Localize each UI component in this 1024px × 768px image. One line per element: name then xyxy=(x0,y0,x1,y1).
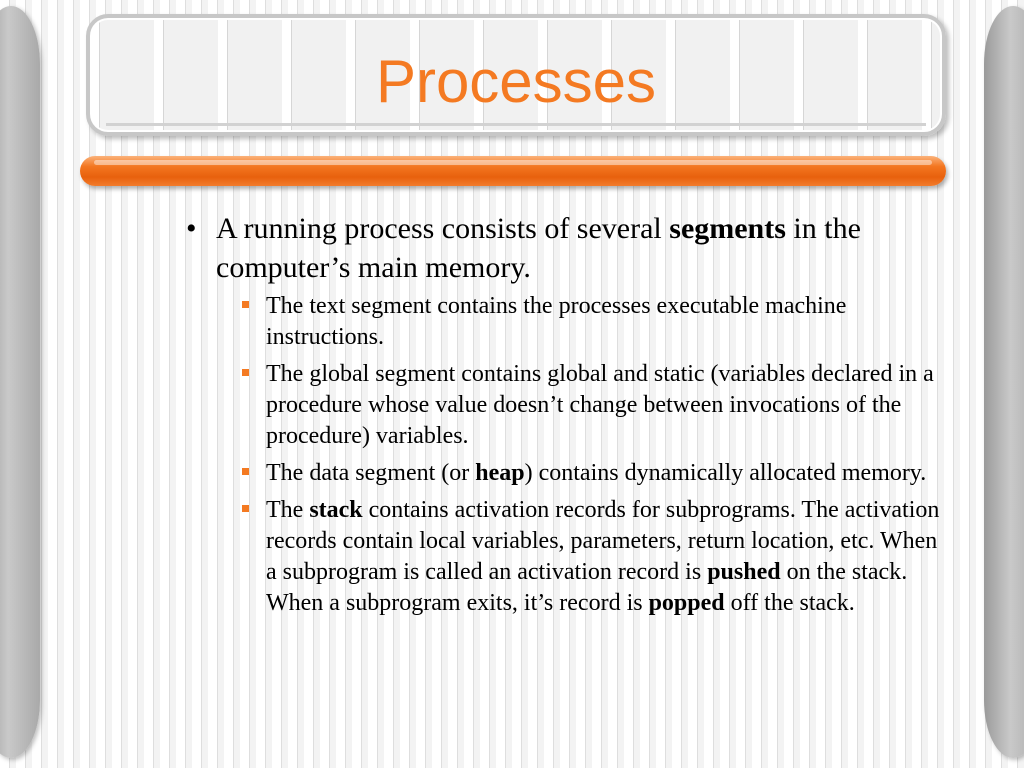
slide-title: Processes xyxy=(375,48,657,115)
main-bullet-text: A running process consists of several xyxy=(216,212,670,245)
sub-bullet-text: The data segment (or xyxy=(266,460,476,486)
sub-bullet-text: on the stack. When a subprogram exits, it’s record is xyxy=(266,559,908,616)
square-bullet-icon xyxy=(242,369,249,376)
sub-bullet-text: contains activation records for subprograms. The activation records contain local variables, parameters, return location, etc. When a subprogram is called an activation record is xyxy=(266,497,940,585)
sub-bullet-text: off the stack. xyxy=(724,590,855,616)
sub-bullet-text: ) contains dynamically allocated memory. xyxy=(524,460,927,486)
sub-bullet-data-segment xyxy=(186,458,946,489)
sub-bullet-bold-heap: heap xyxy=(475,460,525,486)
sub-bullet-text: The xyxy=(266,497,310,523)
square-bullet-icon xyxy=(242,505,249,512)
sub-bullet-bold-popped: popped xyxy=(648,590,725,616)
right-decorative-pillar xyxy=(984,6,1024,758)
slide-content xyxy=(186,209,946,625)
main-bullet-bold-segments: segments xyxy=(669,212,786,245)
square-bullet-icon xyxy=(242,468,249,475)
orange-divider-bar xyxy=(80,156,946,186)
sub-bullet-stack xyxy=(186,495,946,619)
left-decorative-pillar xyxy=(0,6,40,758)
sub-bullet-text-segment xyxy=(186,291,946,353)
sub-bullet-list xyxy=(186,291,946,619)
bullet-dot-icon: • xyxy=(186,212,197,245)
main-bullet-text-end: in the computer’s main memory. xyxy=(216,212,861,284)
sub-bullet-global-segment xyxy=(186,359,946,452)
sub-bullet-bold-pushed: pushed xyxy=(707,559,781,585)
sub-bullet-bold-stack: stack xyxy=(309,497,363,523)
sub-bullet-text: The text segment contains the processes executable machine instructions. xyxy=(266,293,847,350)
square-bullet-icon xyxy=(242,301,249,308)
main-bullet xyxy=(186,209,946,287)
sub-bullet-text: The global segment contains global and static (variables declared in a procedure whose value doesn’t change between invocations of the procedure) variables. xyxy=(266,361,934,449)
